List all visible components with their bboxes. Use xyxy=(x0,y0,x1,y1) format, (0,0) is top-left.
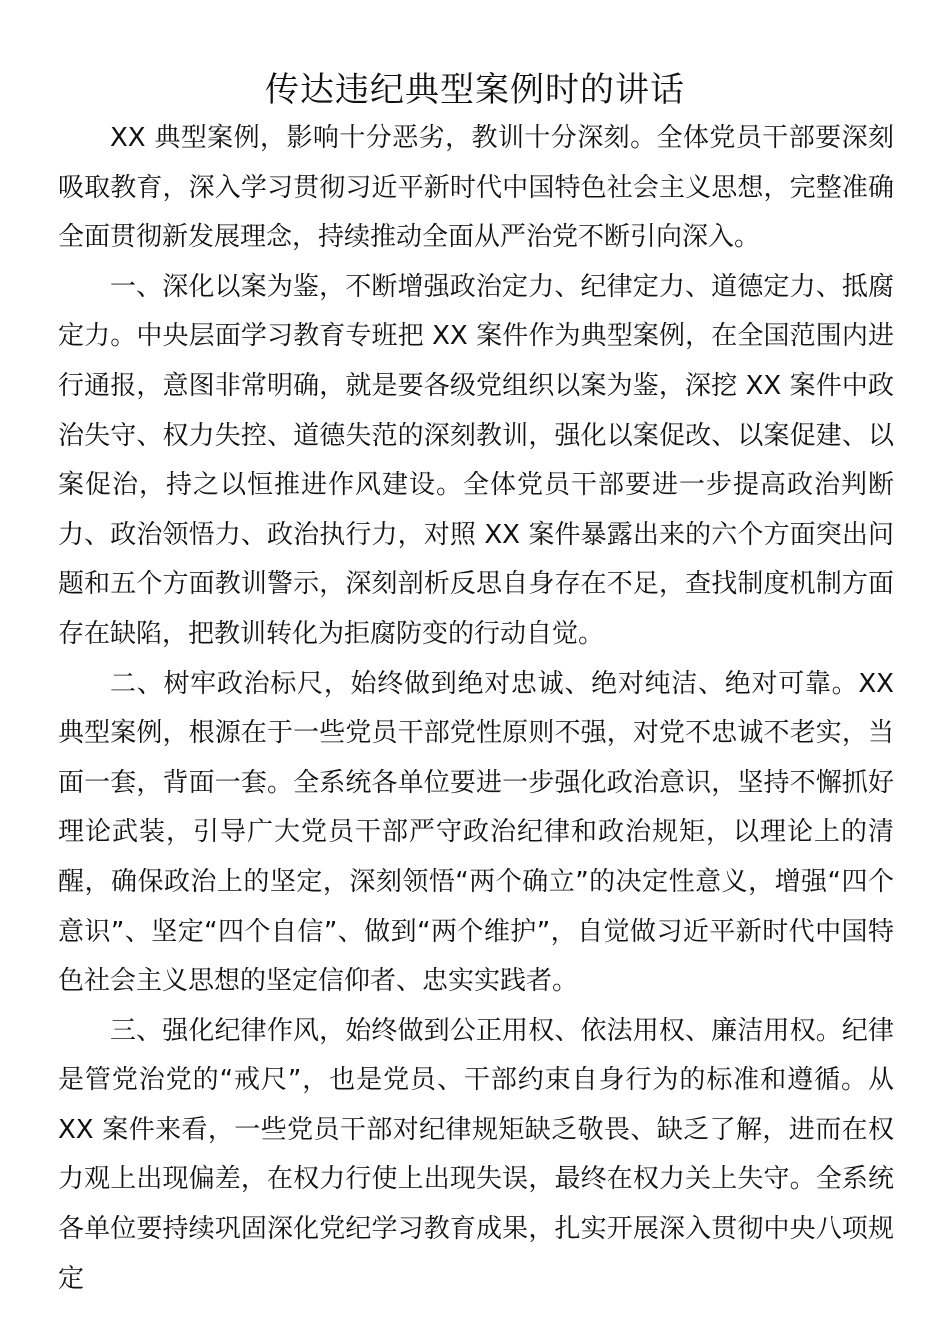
document-title: 传达违纪典型案例时的讲话 xyxy=(265,70,685,110)
paragraph-section-2: 二、树牢政治标尺，始终做到绝对忠诚、绝对纯洁、绝对可靠。XX 典型案例，根源在于一些党员干部党性原则不强，对党不忠诚不老实，当面一套，背面一套。全系统各单位要进一步强化政治意识，坚持不懈抓好理论武装，引导广大党员干部严守政治纪律和政治规矩，以理论上的清醒，确保政治上的坚定，深刻领悟“两个确立”的决定性意义，增强“四个意识”、坚定“四个自信”、做到“两个维护”，自觉做习近平新时代中国特色社会主义思想的坚定信仰者、忠实实践者。 xyxy=(58,668,894,997)
paragraph-section-1: 一、深化以案为鉴，不断增强政治定力、纪律定力、道德定力、抵腐定力。中央层面学习教育专班把 XX 案件作为典型案例，在全国范围内进行通报，意图非常明确，就是要各级党组织以案为鉴，深挖 XX 案件中政治失守、权力失控、道德失范的深刻教训，强化以案促改、以案促建、以案促治，持之以恒推进作风建设。全体党员干部要进一步提高政治判断力、政治领悟力、政治执行力，对照 XX 案件暴露出来的六个方面突出问题和五个方面教训警示，深刻剖析反思自身存在不足，查找制度机制方面存在缺陷，把教训转化为拒腐防变的行动自觉。 xyxy=(58,271,894,649)
paragraph-section-3: 三、强化纪律作风，始终做到公正用权、依法用权、廉洁用权。纪律是管党治党的“戒尺”，也是党员、干部约束自身行为的标准和遵循。从 XX 案件来看，一些党员干部对纪律规矩缺乏敬畏、缺乏了解，进而在权力观上出现偏差，在权力行使上出现失误，最终在权力关上失守。全系统各单位要持续巩固深化党纪学习教育成果，扎实开展深入贯彻中央八项规定 xyxy=(58,1015,894,1294)
document-body xyxy=(58,114,894,1304)
paragraph-intro: XX 典型案例，影响十分恶劣，教训十分深刻。全体党员干部要深刻吸取教育，深入学习贯彻习近平新时代中国特色社会主义思想，完整准确全面贯彻新发展理念，持续推动全面从严治党不断引向深入。 xyxy=(58,123,894,253)
